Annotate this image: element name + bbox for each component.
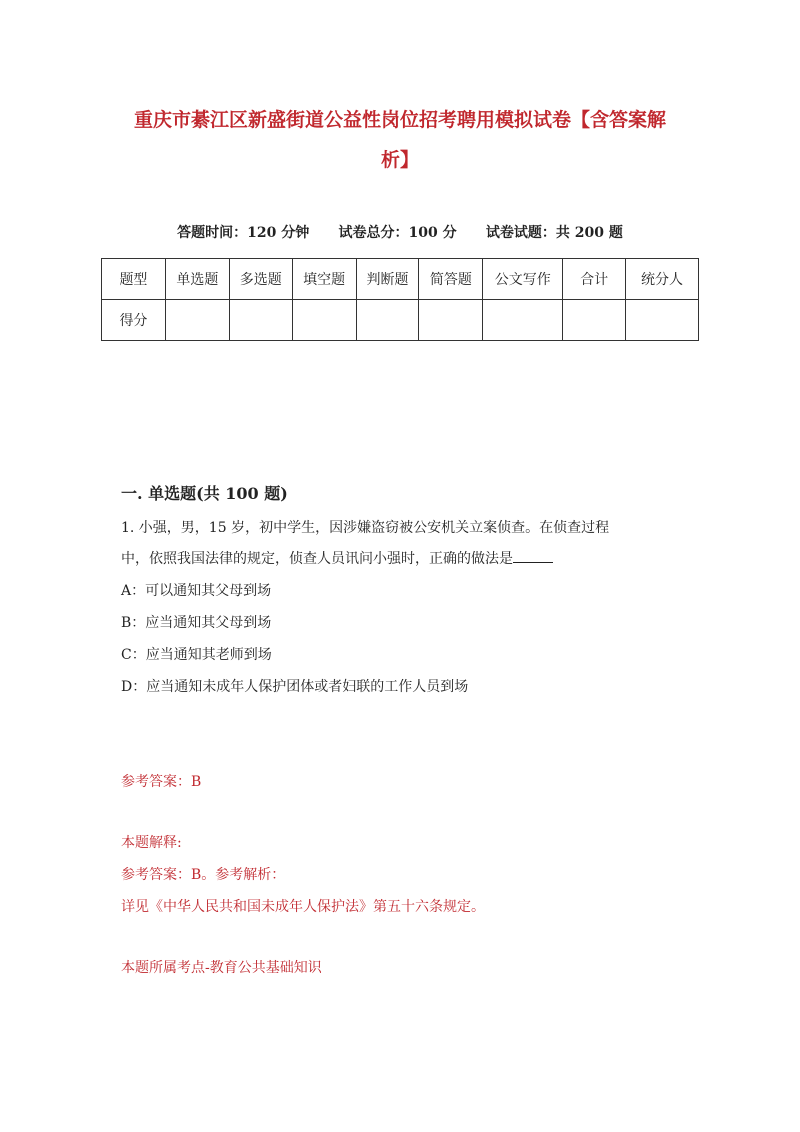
exam-meta: 答题时间：120 分钟 试卷总分：100 分 试卷试题：共 200 题 bbox=[177, 225, 623, 241]
header-cell: 填空题 bbox=[292, 259, 356, 300]
score-table bbox=[101, 258, 699, 341]
question-stem-line2-wrap bbox=[121, 544, 641, 575]
explanation-label: 本题解释: bbox=[121, 835, 182, 851]
score-cell bbox=[626, 300, 699, 341]
score-cell bbox=[356, 300, 419, 341]
explanation-answer: 参考答案：B。参考解析： bbox=[121, 867, 286, 883]
header-cell: 多选题 bbox=[229, 259, 292, 300]
document-title-line1: 重庆市綦江区新盛街道公益性岗位招考聘用模拟试卷【含答案解 bbox=[133, 109, 666, 131]
option-d: D：应当通知未成年人保护团体或者妇联的工作人员到场 bbox=[121, 679, 469, 695]
header-cell: 公文写作 bbox=[483, 259, 563, 300]
score-cell bbox=[292, 300, 356, 341]
option-c: C：应当通知其老师到场 bbox=[121, 647, 272, 663]
score-cell bbox=[229, 300, 292, 341]
row-label-cell: 得分 bbox=[102, 300, 166, 341]
score-cell bbox=[419, 300, 483, 341]
question-stem bbox=[121, 513, 641, 575]
score-table-score-row bbox=[102, 300, 699, 341]
question-stem-line2: 中，依照我国法律的规定，侦查人员讯问小强时，正确的做法是 bbox=[121, 551, 513, 567]
score-table-header-row bbox=[102, 259, 699, 300]
header-cell: 单选题 bbox=[165, 259, 229, 300]
score-cell bbox=[563, 300, 626, 341]
header-cell: 判断题 bbox=[356, 259, 419, 300]
answer-blank bbox=[513, 548, 553, 563]
option-a: A：可以通知其父母到场 bbox=[121, 583, 272, 599]
question-stem-line1: 1. 小强，男，15 岁，初中学生，因涉嫌盗窃被公安机关立案侦查。在侦查过程 bbox=[121, 520, 610, 536]
score-cell bbox=[165, 300, 229, 341]
header-cell: 统分人 bbox=[626, 259, 699, 300]
topic-line: 本题所属考点-教育公共基础知识 bbox=[121, 960, 322, 976]
score-cell bbox=[483, 300, 563, 341]
header-cell: 合计 bbox=[563, 259, 626, 300]
explanation-detail: 详见《中华人民共和国未成年人保护法》第五十六条规定。 bbox=[121, 899, 485, 915]
reference-answer: 参考答案：B bbox=[121, 774, 202, 790]
option-b: B：应当通知其父母到场 bbox=[121, 615, 272, 631]
document-title-line2: 析】 bbox=[380, 149, 419, 171]
section-heading: 一. 单选题(共 100 题) bbox=[121, 484, 288, 503]
header-cell: 题型 bbox=[102, 259, 166, 300]
header-cell: 简答题 bbox=[419, 259, 483, 300]
